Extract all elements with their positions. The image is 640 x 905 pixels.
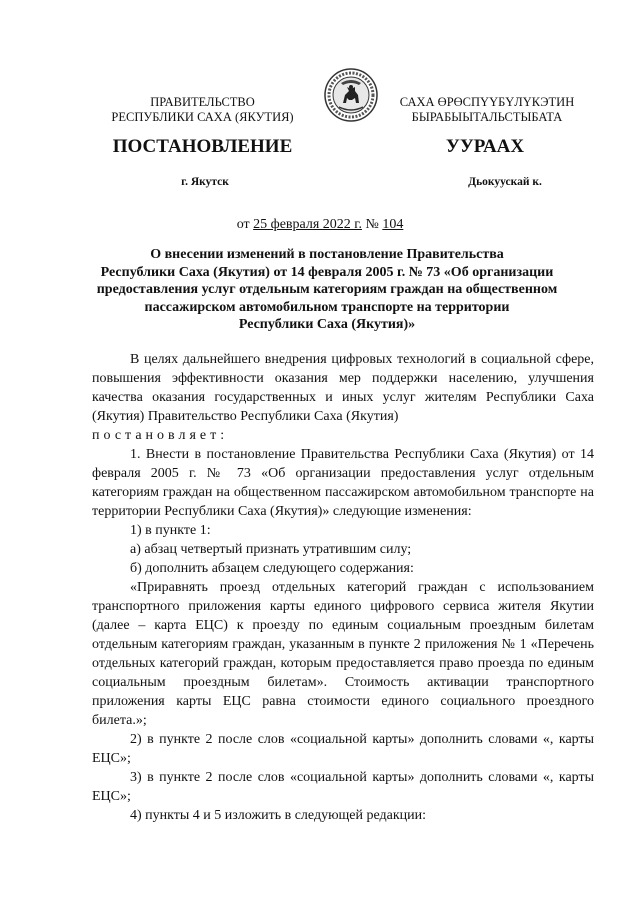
title-line: Республики Саха (Якутия)» bbox=[238, 317, 416, 332]
date-value: 25 февраля 2022 г. bbox=[253, 217, 362, 232]
title-line: предоставления услуг отдельным категориям граждан на общественном bbox=[96, 282, 558, 297]
preamble-text: В целях дальнейшего внедрения цифровых технологий в социальной сфере, повышения эффективности оказания мер поддержки населению, улучшения качества оказания государственных и иных услуг жителям Республики Саха (Якутия) Правительство Республики Саха (Якутия) bbox=[92, 352, 594, 424]
title-line: О внесении изменений в постановление Правительства bbox=[150, 247, 504, 262]
date-prefix: от bbox=[236, 217, 250, 232]
header-left-line1: ПРАВИТЕЛЬСТВО bbox=[150, 95, 255, 109]
coat-of-arms-emblem bbox=[323, 67, 379, 123]
header-right-line2: БЫРАБЫЫТАЛЬСТЫБАТА bbox=[411, 110, 563, 124]
subitem-2-paragraph: 2) в пункте 2 после слов «социальной карты» дополнить словами «, карты ЕЦС»; bbox=[92, 732, 594, 766]
header-right-line1: САХА ӨРӨСПҮҮБҮЛҮКЭТИН bbox=[399, 95, 575, 109]
subitem-a-paragraph: а) абзац четвертый признать утратившим силу; bbox=[130, 542, 412, 557]
document-title bbox=[92, 246, 562, 334]
resolves-line bbox=[92, 426, 594, 445]
resolves-verb: постановляет: bbox=[92, 428, 229, 443]
item-1-paragraph: 1. Внести в постановление Правительства Республики Саха (Якутия) от 14 февраля 2005 г. № 73 «Об организации предоставления услуг отдельным категориям граждан на общественном пассажирском автомобильном транспорте на территории Республики Саха (Якутия)» следующие изменения: bbox=[92, 447, 594, 519]
header-left-line2: РЕСПУБЛИКИ САХА (ЯКУТИЯ) bbox=[111, 110, 294, 124]
subitem-b-paragraph: б) дополнить абзацем следующего содержания: bbox=[130, 561, 414, 576]
subitem-1-paragraph: 1) в пункте 1: bbox=[130, 523, 211, 538]
title-line: пассажирском автомобильном транспорте на территории bbox=[144, 299, 510, 315]
subitem-4-paragraph: 4) пункты 4 и 5 изложить в следующей редакции: bbox=[130, 808, 427, 823]
city-ru: г. Якутск bbox=[181, 176, 229, 188]
quoted-paragraph: «Приравнять проезд отдельных категорий граждан с использованием транспортного приложения карты единого цифрового сервиса жителя Якутии (далее – карта ЕЦС) к проезду по единым социальным проездным билетам отдельным категориям граждан, указанным в пункте 2 приложения № 1 «Перечень отдельных категорий граждан, которым предоставляется право проезда по единым социальным проездным билетам». Стоимость активации транспортного приложения карты ЕЦС равна стоимости единого социального проездного билета.»; bbox=[92, 580, 594, 728]
city-sah: Дьокуускай к. bbox=[468, 176, 542, 188]
header-right bbox=[392, 95, 582, 125]
date-line bbox=[0, 217, 640, 233]
preamble-paragraph bbox=[92, 350, 594, 426]
header-left bbox=[95, 95, 310, 125]
subitem-3-paragraph: 3) в пункте 2 после слов «социальной карты» дополнить словами «, карты ЕЦС»; bbox=[92, 770, 594, 804]
doc-type-ru: ПОСТАНОВЛЕНИЕ bbox=[112, 136, 293, 157]
title-line: Республики Саха (Якутия) от 14 февраля 2005 г. № 73 «Об организации bbox=[100, 264, 554, 280]
number-sign: № bbox=[365, 217, 379, 232]
doc-type-sah: УУРААХ bbox=[445, 136, 525, 157]
doc-number: 104 bbox=[382, 217, 404, 232]
document-body bbox=[92, 350, 594, 825]
